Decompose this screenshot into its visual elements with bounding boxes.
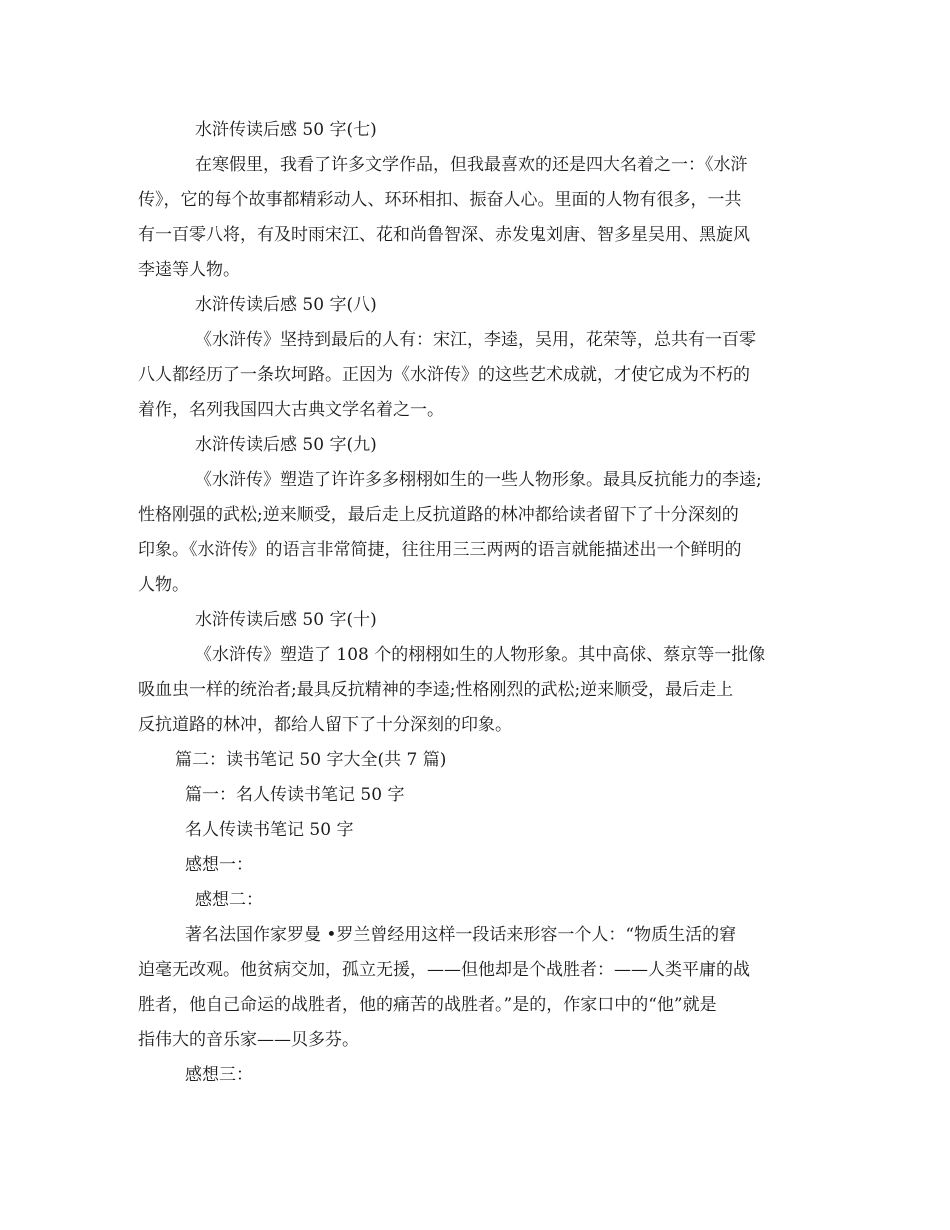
thought-two-label: 感想二： xyxy=(195,890,263,910)
paragraph-line: 胜者，他自己命运的战胜者，他的痛苦的战胜者。”是的，作家口中的“他”就是 xyxy=(138,995,717,1015)
heading-10: 水浒传读后感 50 字(十) xyxy=(195,610,377,630)
paragraph-line: 传》，它的每个故事都精彩动人、环环相扣、振奋人心。里面的人物有很多，一共 xyxy=(138,190,742,210)
thought-one-label: 感想一： xyxy=(185,855,253,875)
paragraph-line: 指伟大的音乐家——贝多芬。 xyxy=(138,1030,359,1050)
paragraph-line: 迫毫无改观。他贫病交加，孤立无援，——但他却是个战胜者：——人类平庸的战 xyxy=(138,960,750,980)
paragraph-line: 人物。 xyxy=(138,575,189,595)
paragraph-line: 《水浒传》塑造了 108 个的栩栩如生的人物形象。其中高俅、蔡京等一批像 xyxy=(195,645,766,665)
heading-7: 水浒传读后感 50 字(七) xyxy=(195,120,377,140)
paragraph-line: 《水浒传》坚持到最后的人有：宋江，李逵，吴用，花荣等，总共有一百零 xyxy=(195,330,756,350)
paragraph-line: 李逵等人物。 xyxy=(138,260,240,280)
paragraph-line: 著名法国作家罗曼 •罗兰曾经用这样一段话来形容一个人：“物质生活的窘 xyxy=(185,925,737,945)
paragraph-line: 八人都经历了一条坎坷路。正因为《水浒传》的这些艺术成就，才使它成为不朽的 xyxy=(138,365,750,385)
paragraph-line: 着作，名列我国四大古典文学名着之一。 xyxy=(138,400,444,420)
section-heading-part-two: 篇二：读书笔记 50 字大全(共 7 篇) xyxy=(175,750,447,770)
subheading-title: 名人传读书笔记 50 字 xyxy=(185,820,354,840)
paragraph-line: 性格刚强的武松;逆来顺受，最后走上反抗道路的林冲都给读者留下了十分深刻的 xyxy=(138,505,739,525)
paragraph-line: 吸血虫一样的统治者;最具反抗精神的李逵;性格刚烈的武松;逆来顺受，最后走上 xyxy=(138,680,734,700)
paragraph-line: 有一百零八将，有及时雨宋江、花和尚鲁智深、赤发鬼刘唐、智多星吴用、黑旋风 xyxy=(138,225,750,245)
paragraph-line: 在寒假里，我看了许多文学作品，但我最喜欢的还是四大名着之一：《水浒 xyxy=(195,155,748,175)
paragraph-line: 印象。《水浒传》的语言非常简捷，往往用三三两两的语言就能描述出一个鲜明的 xyxy=(138,540,742,560)
paragraph-line: 反抗道路的林冲，都给人留下了十分深刻的印象。 xyxy=(138,715,512,735)
heading-9: 水浒传读后感 50 字(九) xyxy=(195,435,377,455)
heading-8: 水浒传读后感 50 字(八) xyxy=(195,295,377,315)
thought-three-label: 感想三： xyxy=(185,1065,253,1085)
subheading-part-one: 篇一：名人传读书笔记 50 字 xyxy=(185,785,405,805)
paragraph-line: 《水浒传》塑造了许许多多栩栩如生的一些人物形象。最具反抗能力的李逵; xyxy=(195,470,762,490)
